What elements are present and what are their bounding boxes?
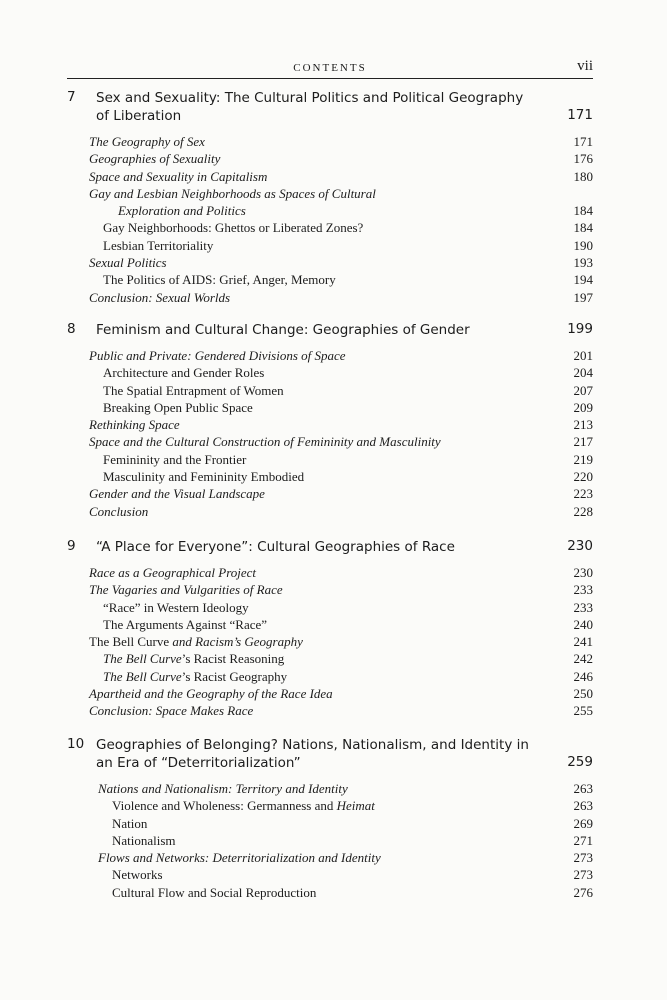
entry-page: 271 [573,832,593,848]
toc-entry [98,884,593,901]
entry-title: Networks [112,867,163,883]
entry-title: The Spatial Entrapment of Women [103,382,284,398]
entry-page: 213 [573,417,593,433]
entry-title: Femininity and the Frontier [103,451,247,467]
entry-title [103,650,284,667]
entry-page: 230 [573,565,593,580]
entry-title [89,633,303,650]
entry-title-part: and Racism’s Geography [169,634,303,650]
entry-title: Space and the Cultural Construction of Femininity and Masculinity [89,434,441,450]
entry-title: Gender and the Visual Landscape [89,486,265,502]
entry-title: The Vagaries and Vulgarities of Race [89,582,283,598]
toc-entry [89,599,593,616]
entry-page: 228 [573,503,593,519]
entry-title: Lesbian Territoriality [103,237,214,253]
entry-title-part: ’s Racist Reasoning [181,651,285,667]
entry-page: 233 [573,582,593,598]
entry-page: 184 [573,203,593,219]
entry-page: 219 [573,451,593,467]
entry-title: “Race” in Western Ideology [103,599,249,615]
entry-title-part: Heimat [336,798,375,814]
toc-entry [89,668,593,685]
chapter-title: Sex and Sexuality: The Cultural Politics and Political Geography of Liberation [96,90,524,124]
toc-entry [89,616,593,633]
toc-entry [98,797,593,814]
entry-page: 197 [573,289,593,305]
entry-page: 176 [573,151,593,167]
entry-title-part: ’s Racist Geography [181,668,288,684]
toc-entry [89,564,593,581]
toc-entry [89,150,593,167]
entry-title: Exploration and Politics [118,203,246,219]
entry-title: Nation [112,815,148,831]
entry-title [103,668,287,685]
entry-page: 223 [573,486,593,502]
entry-title-part: The Bell Curve [103,668,182,684]
entry-page: 194 [573,272,593,288]
entry-title: Rethinking Space [89,417,180,433]
toc-entry [89,468,593,485]
chapter-number: 10 [67,736,85,752]
chapter-page: 199 [567,321,593,337]
entry-title-part: The Bell Curve [103,651,182,667]
entry-title: Conclusion: Space Makes Race [89,703,254,719]
entry-title [112,797,375,814]
entry-title: Apartheid and the Geography of the Race Idea [89,686,333,702]
entry-page: 273 [573,867,593,883]
entry-page: 269 [573,815,593,831]
toc-entry [98,866,593,883]
entry-title: Race as a Geographical Project [89,565,257,580]
entry-page: 273 [573,850,593,866]
entry-title: Gay Neighborhoods: Ghettos or Liberated Zones? [103,220,364,236]
entry-page: 204 [573,365,593,381]
entry-title: Nationalism [112,832,176,848]
entry-title: Space and Sexuality in Capitalism [89,168,268,184]
toc-entry [89,364,593,381]
toc-entry [89,185,593,202]
toc-entry [89,581,593,598]
chapter-title: “A Place for Everyone”: Cultural Geographies of Race [96,539,455,555]
entry-page: 233 [573,599,593,615]
chapter-page: 171 [567,107,593,123]
chapter-entries [89,133,593,306]
toc-entry [89,650,593,667]
toc-entry [89,685,593,702]
toc-entry [89,702,593,719]
entry-page: 276 [573,884,593,900]
entry-title: Cultural Flow and Social Reproduction [112,884,317,900]
entry-page: 180 [573,168,593,184]
entry-page: 241 [573,634,593,650]
toc-entry [98,849,593,866]
entry-title-part: Violence and Wholeness: Germanness and [112,798,337,814]
entry-page: 209 [573,399,593,415]
chapter-page: 259 [567,754,593,770]
toc-entry [89,168,593,185]
entry-page: 220 [573,469,593,485]
toc-entry [89,271,593,288]
entry-title-part: The Bell Curve [89,634,170,650]
toc-entry [89,237,593,254]
toc-entry [89,254,593,271]
entry-title: Conclusion: Sexual Worlds [89,289,231,305]
running-head: CONTENTS [293,62,367,74]
toc-entry [89,416,593,433]
entry-page: 240 [573,616,593,632]
chapter-number: 8 [67,321,76,337]
entry-page: 193 [573,255,593,271]
toc-entry [89,219,593,236]
toc-entry [98,832,593,849]
toc-entry [89,202,593,219]
entry-title: Geographies of Sexuality [89,151,221,167]
toc-entry [89,133,593,150]
entry-title: The Geography of Sex [89,134,205,149]
toc-entry [89,433,593,450]
entry-page: 217 [573,434,593,450]
chapter-title: Geographies of Belonging? Nations, Nationalism, and Identity in an Era of “Deterritorialization” [96,737,529,771]
toc-entry [89,485,593,502]
entry-page: 184 [573,220,593,236]
chapter-number: 7 [67,89,76,105]
entry-page: 246 [573,668,593,684]
toc-entry [98,780,593,797]
entry-page: 263 [573,798,593,814]
toc-entry [89,633,593,650]
entry-title: Flows and Networks: Deterritorialization and Identity [98,850,381,866]
entry-title: The Arguments Against “Race” [103,616,268,632]
entry-page: 190 [573,237,593,253]
entry-page: 250 [573,686,593,702]
entry-title: Architecture and Gender Roles [103,365,265,381]
entry-page: 201 [573,348,593,363]
toc-entry [89,503,593,520]
chapter-title: Feminism and Cultural Change: Geographies of Gender [96,322,470,338]
toc-entry [89,451,593,468]
toc-entry [98,815,593,832]
chapter-number: 9 [67,538,76,554]
entry-title: Conclusion [89,503,149,519]
page-header [67,60,593,79]
entry-page: 263 [573,781,593,796]
entry-title: Breaking Open Public Space [103,399,253,415]
toc-entry [89,399,593,416]
toc-entry [89,347,593,364]
entry-title: Public and Private: Gendered Divisions of Space [89,348,346,363]
entry-page: 207 [573,382,593,398]
chapter-entries [98,780,593,901]
entry-title: The Politics of AIDS: Grief, Anger, Memory [103,272,336,288]
entry-page: 171 [573,134,593,149]
chapter-entries [89,347,593,520]
entry-title: Masculinity and Femininity Embodied [103,469,305,485]
entry-page: 242 [573,651,593,667]
chapter-page: 230 [567,538,593,554]
entry-title: Gay and Lesbian Neighborhoods as Spaces of Cultural [89,185,376,201]
chapter-entries [89,564,593,720]
page-number: vii [577,58,593,74]
toc-entry [89,382,593,399]
entry-title: Sexual Politics [89,255,167,271]
entry-page: 255 [573,703,593,719]
toc-entry [89,289,593,306]
entry-title: Nations and Nationalism: Territory and Identity [98,781,348,796]
